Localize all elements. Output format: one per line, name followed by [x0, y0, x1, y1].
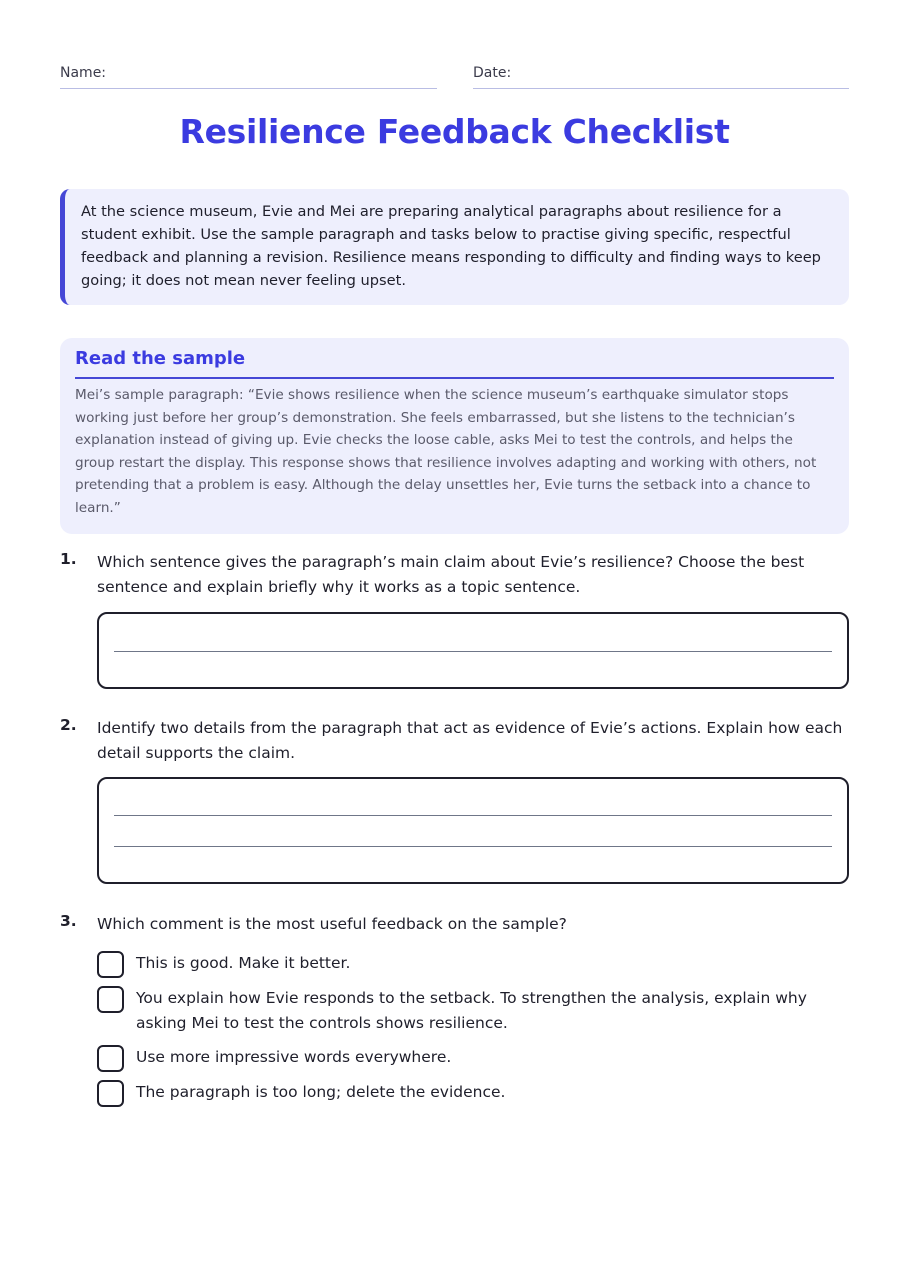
question-number: 2.	[60, 716, 77, 734]
checkbox[interactable]	[97, 1045, 124, 1072]
question-number: 1.	[60, 550, 77, 568]
answer-line	[114, 815, 832, 816]
intro-text: At the science museum, Evie and Mei are preparing analytical paragraphs about resilience for a student exhibit. Use the sample paragraph and tasks below to practise giving specific, respectful feedback and planning a revision. Resilience means responding to difficulty and finding ways to keep going; it does not mean never feeling upset.	[81, 203, 821, 289]
checkbox[interactable]	[97, 951, 124, 978]
name-label: Name:	[60, 65, 107, 81]
date-field[interactable]	[473, 62, 849, 89]
answer-box-2[interactable]	[97, 777, 849, 884]
question-text: Which sentence gives the paragraph’s main claim about Evie’s resilience? Choose the best sentence and explain briefly why it works as a topic sentence.	[97, 553, 805, 596]
question-number: 3.	[60, 912, 77, 930]
date-label: Date:	[473, 65, 512, 81]
choice-label: Use more impressive words everywhere.	[136, 1048, 452, 1066]
checkbox[interactable]	[97, 986, 124, 1013]
answer-line	[114, 846, 832, 847]
choice-label: The paragraph is too long; delete the evidence.	[136, 1083, 506, 1101]
question-text: Which comment is the most useful feedback on the sample?	[97, 915, 567, 933]
sample-panel	[60, 338, 849, 534]
sample-heading: Read the sample	[75, 348, 834, 379]
answer-line	[114, 651, 832, 652]
checkbox[interactable]	[97, 1080, 124, 1107]
intro-callout	[60, 189, 849, 305]
sample-paragraph: Mei’s sample paragraph: “Evie shows resilience when the science museum’s earthquake simulator stops working just before her group’s demonstration. She feels embarrassed, but she listens to the technician’s explanation instead of giving up. Evie checks the loose cable, asks Mei to test the controls, and helps the group restart the display. This response shows that resilience involves adapting and working with others, not pretending that a problem is easy. Although the delay unsettles her, Evie turns the setback into a chance to learn.”	[75, 387, 817, 516]
answer-box-1[interactable]	[97, 612, 849, 689]
choice-label: You explain how Evie responds to the setback. To strengthen the analysis, explain why asking Mei to test the controls shows resilience.	[136, 989, 807, 1032]
page-title: Resilience Feedback Checklist	[179, 112, 730, 151]
choice-label: This is good. Make it better.	[136, 954, 351, 972]
name-field[interactable]	[60, 62, 437, 89]
question-text: Identify two details from the paragraph that act as evidence of Evie’s actions. Explain how each detail supports the claim.	[97, 719, 843, 762]
